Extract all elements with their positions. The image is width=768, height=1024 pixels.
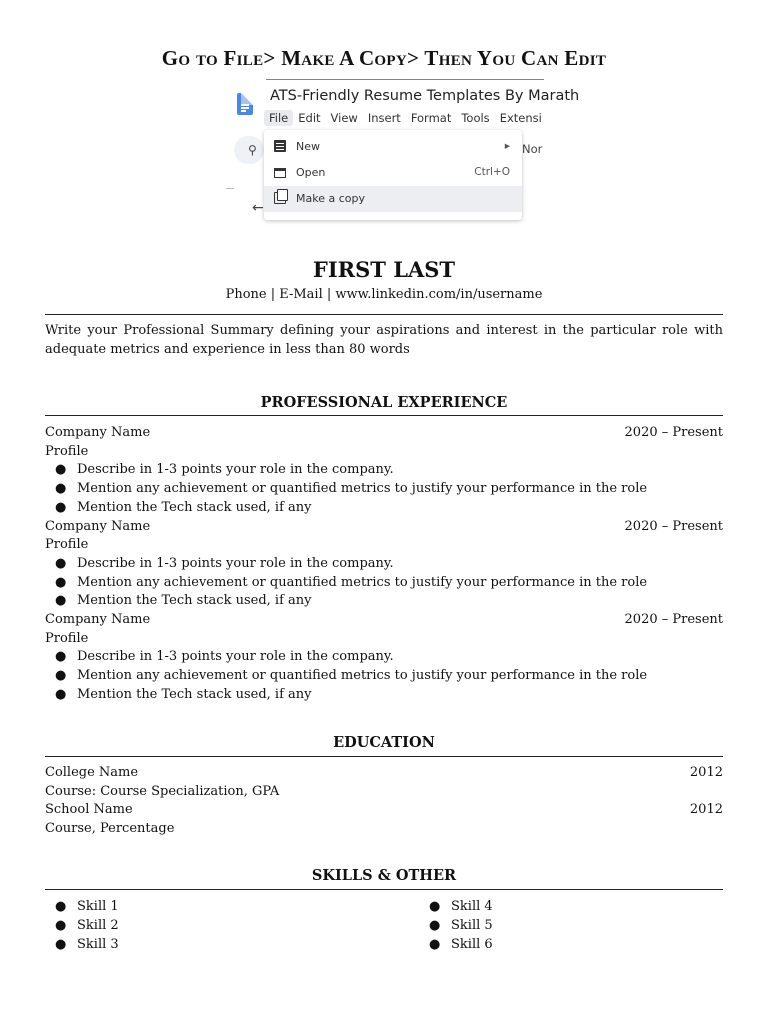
experience-divider <box>45 415 723 416</box>
bullet-glyph: ● <box>55 574 67 590</box>
copy-icon <box>274 192 286 204</box>
bullet-glyph: ● <box>55 499 67 515</box>
file-menu-new-label: New <box>296 140 320 153</box>
job-bullet-text: Mention any achievement or quantified metrics to justify your performance in the role <box>77 668 648 684</box>
skill-item-text: Skill 4 <box>451 899 493 914</box>
school-name: School Name <box>45 802 133 818</box>
menu-tools[interactable]: Tools <box>461 111 490 125</box>
gdocs-screenshot <box>224 80 580 218</box>
job-bullet-text: Describe in 1-3 points your role in the company. <box>77 555 394 571</box>
job-profile: Profile <box>45 443 89 459</box>
education-divider <box>45 756 723 757</box>
file-menu-open-label: Open <box>296 166 326 179</box>
education-detail: Course: Course Specialization, GPA <box>45 783 280 799</box>
education-heading: EDUCATION <box>333 734 435 751</box>
education-entry <box>45 800 723 819</box>
job-bullet-text: Mention the Tech stack used, if any <box>77 499 312 515</box>
skill-item-text: Skill 3 <box>77 937 119 952</box>
company-name: Company Name <box>45 612 151 627</box>
menu-insert[interactable]: Insert <box>367 111 401 125</box>
folder-icon <box>274 168 286 178</box>
bullet-glyph: ● <box>55 899 67 914</box>
experience-heading: PROFESSIONAL EXPERIENCE <box>260 394 508 411</box>
education-detail: Course, Percentage <box>45 821 175 837</box>
job-header <box>45 610 723 629</box>
new-document-icon <box>274 140 286 152</box>
gdocs-menubar <box>264 110 547 128</box>
open-shortcut: Ctrl+O <box>474 166 510 178</box>
style-dropdown-partial[interactable]: Nor <box>522 142 543 156</box>
job-header <box>45 517 723 536</box>
bullet-glyph: ● <box>429 899 441 914</box>
school-name: College Name <box>45 765 139 780</box>
menu-format[interactable]: Format <box>410 111 452 125</box>
job-bullet-text: Describe in 1-3 points your role in the company. <box>77 649 394 665</box>
resume-contact: Phone | E-Mail | www.linkedin.com/in/username <box>225 287 543 302</box>
menu-file[interactable]: File <box>264 110 293 126</box>
job-bullet-text: Mention the Tech stack used, if any <box>77 593 312 609</box>
file-menu-dropdown <box>264 130 522 220</box>
education-entry <box>45 763 723 782</box>
menu-extensions[interactable]: Extensi <box>499 111 542 125</box>
instruction-banner: Go to File> Make A Copy> Then You Can Edit <box>161 46 607 70</box>
graduation-year: 2012 <box>689 802 723 818</box>
bullet-glyph: ● <box>55 481 67 497</box>
menu-edit[interactable]: Edit <box>298 111 321 125</box>
job-profile: Profile <box>45 537 89 553</box>
bullet-glyph: ● <box>55 462 67 478</box>
bullet-glyph: ● <box>55 937 67 952</box>
search-menus-button[interactable] <box>234 136 264 164</box>
search-icon: ⚲ <box>248 143 257 157</box>
professional-summary: Write your Professional Summary defining your aspirations and interest in the particular role with adequate metrics and experience in less than 80 words <box>45 323 723 357</box>
file-menu-open[interactable] <box>264 160 522 186</box>
skill-item-text: Skill 1 <box>77 899 119 914</box>
skill-item-text: Skill 5 <box>451 918 493 933</box>
bullet-glyph: ● <box>55 555 67 571</box>
company-name: Company Name <box>45 425 151 440</box>
skill-item-text: Skill 6 <box>451 937 493 952</box>
file-menu-new[interactable] <box>264 134 522 160</box>
skill-item-text: Skill 2 <box>77 918 119 933</box>
bullet-glyph: ● <box>55 686 67 702</box>
job-header <box>45 423 723 442</box>
bullet-glyph: ● <box>429 937 441 952</box>
google-docs-icon <box>237 93 253 115</box>
job-bullet-text: Mention any achievement or quantified metrics to justify your performance in the role <box>77 574 648 590</box>
job-dates: 2020 – Present <box>624 425 723 440</box>
ruler-mark <box>226 188 234 189</box>
skills-heading: SKILLS & OTHER <box>311 867 457 884</box>
resume-name: FIRST LAST <box>312 257 456 282</box>
bullet-glyph: ● <box>55 668 67 684</box>
gdocs-document-title[interactable]: ATS-Friendly Resume Templates By Marath <box>270 88 580 104</box>
file-menu-make-a-copy[interactable] <box>264 186 522 212</box>
submenu-arrow-icon: ▸ <box>504 140 510 152</box>
bullet-glyph: ● <box>55 918 67 933</box>
job-profile: Profile <box>45 630 89 646</box>
job-bullet-text: Describe in 1-3 points your role in the company. <box>77 462 394 478</box>
bullet-glyph: ● <box>55 649 67 665</box>
bullet-glyph: ● <box>429 918 441 933</box>
file-menu-make-a-copy-label: Make a copy <box>296 192 365 205</box>
header-divider <box>45 314 723 315</box>
company-name: Company Name <box>45 518 151 534</box>
graduation-year: 2012 <box>689 765 723 780</box>
job-bullet-text: Mention the Tech stack used, if any <box>77 686 312 702</box>
job-bullet-text: Mention any achievement or quantified metrics to justify your performance in the role <box>77 481 648 497</box>
back-arrow-icon[interactable]: ← <box>252 200 264 216</box>
job-dates: 2020 – Present <box>624 612 723 627</box>
job-dates: 2020 – Present <box>624 518 723 534</box>
skills-divider <box>45 889 723 890</box>
menu-view[interactable]: View <box>330 111 358 125</box>
bullet-glyph: ● <box>55 593 67 609</box>
